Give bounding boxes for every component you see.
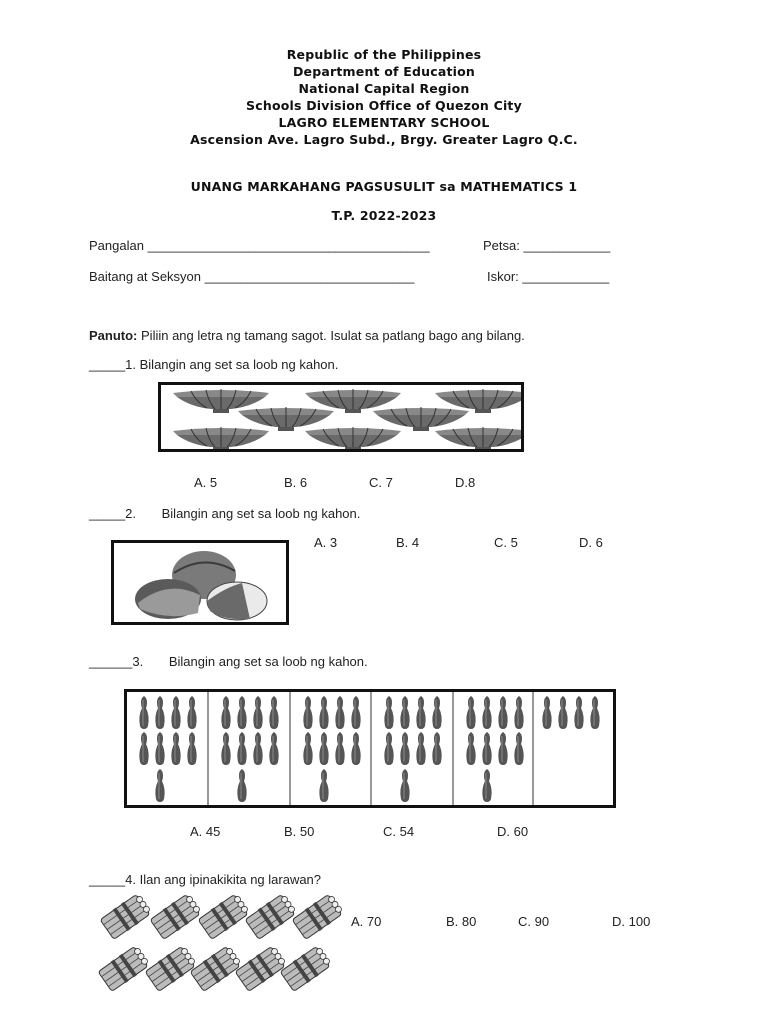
section-field[interactable] [89, 269, 414, 284]
school-year: T.P. 2022-2023 [331, 208, 437, 223]
q2-option-c[interactable]: C. 5 [494, 535, 518, 550]
question-2-text: Bilangin ang set sa loob ng kahon. [161, 506, 361, 521]
section-label: Baitang at Seksyon [89, 269, 202, 284]
question-1-text: Bilangin ang set sa loob ng kahon. [139, 357, 339, 372]
date-label: Petsa: [483, 238, 520, 253]
lanterns-image [161, 385, 521, 449]
date-field[interactable] [483, 238, 610, 253]
section-line[interactable]: _____________________________ [204, 269, 415, 284]
question-3-image-box [124, 689, 616, 808]
stick-bundles-image [95, 893, 345, 995]
question-3-text: Bilangin ang set sa loob ng kahon. [168, 654, 368, 669]
q1-option-a[interactable]: A. 5 [194, 475, 218, 490]
header-region: National Capital Region [298, 81, 470, 96]
answer-blank-2[interactable]: _____2. [89, 506, 136, 521]
question-4 [89, 872, 321, 887]
answer-blank-1[interactable]: _____1. [89, 357, 136, 372]
q1-option-b[interactable]: B. 6 [284, 475, 308, 490]
question-4-image [95, 893, 345, 995]
q2-option-d[interactable]: D. 6 [579, 535, 603, 550]
header-school: LAGRO ELEMENTARY SCHOOL [278, 115, 490, 130]
q3-option-d[interactable]: D. 60 [497, 824, 529, 839]
q3-option-b[interactable]: B. 50 [284, 824, 315, 839]
q4-option-c[interactable]: C. 90 [518, 914, 550, 929]
q1-option-c[interactable]: C. 7 [369, 475, 393, 490]
question-3 [89, 654, 368, 669]
score-field[interactable] [487, 269, 609, 284]
question-1-image-box [158, 382, 524, 452]
answer-blank-3[interactable]: ______3. [89, 654, 144, 669]
exam-title: UNANG MARKAHANG PAGSUSULIT sa MATHEMATICS 1 [190, 179, 578, 194]
header-address: Ascension Ave. Lagro Subd., Brgy. Greater Lagro Q.C. [190, 132, 578, 147]
instructions-label: Panuto: [89, 328, 138, 343]
q2-option-a[interactable]: A. 3 [314, 535, 338, 550]
question-2-image-box [111, 540, 289, 625]
q3-option-a[interactable]: A. 45 [190, 824, 221, 839]
question-1 [89, 357, 338, 372]
question-4-text: Ilan ang ipinakikita ng larawan? [139, 872, 322, 887]
balls-image [114, 543, 286, 622]
bowling-pins-image [127, 692, 613, 805]
header-republic: Republic of the Philippines [286, 47, 482, 62]
score-label: Iskor: [487, 269, 519, 284]
q4-option-b[interactable]: B. 80 [446, 914, 477, 929]
name-label: Pangalan [89, 238, 144, 253]
instructions [89, 328, 525, 343]
q4-option-d[interactable]: D. 100 [612, 914, 651, 929]
q3-option-c[interactable]: C. 54 [383, 824, 415, 839]
header-division: Schools Division Office of Quezon City [246, 98, 522, 113]
answer-blank-4[interactable]: _____4. [89, 872, 136, 887]
score-line[interactable]: ____________ [522, 269, 610, 284]
instructions-text: Piliin ang letra ng tamang sagot. Isulat sa patlang bago ang bilang. [141, 328, 525, 343]
name-field[interactable] [89, 238, 430, 253]
q1-option-d[interactable]: D.8 [455, 475, 476, 490]
question-2 [89, 506, 360, 521]
header-deped: Department of Education [292, 64, 476, 79]
name-line[interactable]: _______________________________________ [147, 238, 430, 253]
q2-option-b[interactable]: B. 4 [396, 535, 420, 550]
date-line[interactable]: ____________ [523, 238, 611, 253]
q4-option-a[interactable]: A. 70 [351, 914, 382, 929]
